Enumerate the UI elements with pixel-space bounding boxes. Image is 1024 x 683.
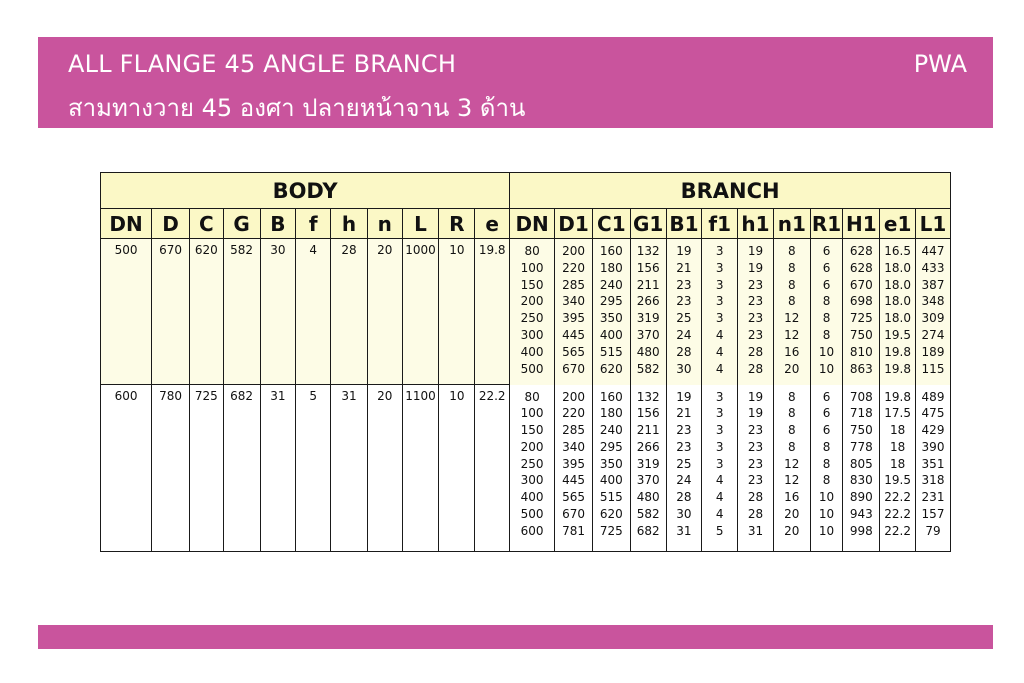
branch-value: 21	[676, 260, 692, 275]
branch-value: 19.8	[884, 361, 911, 376]
column-header-row	[101, 209, 951, 239]
branch-value: 565	[562, 344, 585, 359]
column-header-branch: B1	[666, 209, 702, 239]
branch-value: 23	[747, 423, 764, 438]
branch-value: 20	[784, 361, 800, 376]
column-header-branch: R1	[810, 209, 843, 239]
column-header-branch: G1	[630, 209, 666, 239]
body-cell: 1100	[402, 385, 439, 552]
branch-value: 25	[676, 456, 692, 471]
branch-value: 10	[818, 361, 835, 376]
column-header-branch: DN	[510, 209, 555, 239]
branch-value: 19.8	[884, 389, 911, 404]
column-header-body: D	[152, 209, 190, 239]
branch-value: 21	[676, 406, 692, 421]
branch-value: 18	[889, 439, 906, 454]
branch-value: 19	[747, 406, 764, 421]
branch-value: 3	[715, 294, 724, 309]
branch-value: 23	[676, 439, 692, 454]
branch-cell	[810, 385, 843, 552]
branch-value: 23	[747, 473, 764, 488]
body-cell: 20	[367, 385, 402, 552]
branch-value: 31	[747, 523, 764, 538]
branch-value: 620	[599, 361, 623, 376]
branch-value: 156	[636, 260, 660, 275]
branch-value: 565	[562, 490, 585, 505]
branch-value: 3	[715, 311, 724, 326]
branch-value: 6	[822, 389, 831, 404]
branch-value: 19.8	[884, 344, 911, 359]
branch-value: 22.2	[884, 507, 911, 522]
branch-value: 395	[562, 311, 585, 326]
column-header-body: R	[439, 209, 475, 239]
branch-cell	[702, 385, 738, 552]
branch-value: 8	[787, 389, 796, 404]
branch-value: 810	[849, 344, 873, 359]
branch-cell	[592, 385, 630, 552]
branch-value: 890	[849, 490, 873, 505]
table-row	[101, 239, 951, 385]
body-cell: 1000	[402, 239, 439, 385]
branch-value: 8	[822, 439, 831, 454]
branch-value: 200	[562, 389, 585, 404]
branch-value: 12	[784, 327, 800, 342]
branch-value: 12	[784, 311, 800, 326]
branch-value: 628	[849, 244, 873, 258]
branch-value: 28	[747, 344, 764, 359]
title-english: ALL FLANGE 45 ANGLE BRANCH	[68, 50, 457, 78]
branch-value: 100	[520, 260, 544, 275]
branch-cell	[773, 239, 810, 385]
branch-value: 23	[676, 277, 692, 292]
body-cell: 10	[439, 239, 475, 385]
branch-cell	[630, 385, 666, 552]
column-header-branch: e1	[880, 209, 916, 239]
branch-value: 370	[636, 327, 660, 342]
branch-value: 620	[599, 507, 623, 522]
column-header-branch: h1	[738, 209, 774, 239]
branch-value: 515	[599, 344, 623, 359]
branch-value: 351	[921, 456, 945, 471]
branch-value: 12	[784, 456, 800, 471]
body-cell: 582	[223, 239, 260, 385]
branch-value: 8	[787, 277, 796, 292]
branch-value: 31	[676, 523, 692, 538]
branch-value: 300	[520, 473, 544, 488]
branch-value: 863	[849, 361, 873, 376]
column-header-body: h	[331, 209, 368, 239]
branch-value: 3	[715, 456, 724, 471]
branch-cell	[592, 239, 630, 385]
branch-value: 8	[822, 327, 831, 342]
branch-value: 23	[747, 294, 764, 309]
branch-value: 22.2	[884, 523, 911, 538]
branch-value: 8	[822, 473, 831, 488]
branch-value: 387	[921, 277, 945, 292]
branch-value: 220	[562, 406, 585, 421]
branch-cell	[880, 239, 916, 385]
branch-value: 998	[849, 523, 873, 538]
body-cell: 620	[189, 239, 223, 385]
branch-value: 157	[921, 507, 945, 522]
branch-value: 781	[562, 523, 585, 538]
branch-value: 24	[676, 473, 692, 488]
branch-value: 18.0	[884, 294, 911, 309]
branch-cell	[916, 385, 951, 552]
branch-value: 220	[562, 260, 585, 275]
branch-value: 340	[562, 294, 585, 309]
branch-value: 725	[849, 311, 873, 326]
branch-value: 79	[925, 523, 941, 538]
body-cell: 682	[223, 385, 260, 552]
branch-value: 132	[636, 244, 660, 258]
body-cell: 28	[331, 239, 368, 385]
branch-value: 23	[747, 456, 764, 471]
branch-value: 16	[784, 490, 800, 505]
branch-value: 10	[818, 523, 835, 538]
branch-value: 8	[787, 423, 796, 438]
branch-value: 4	[715, 344, 724, 359]
branch-value: 8	[822, 311, 831, 326]
branch-value: 8	[787, 294, 796, 309]
branch-value: 3	[715, 423, 724, 438]
column-header-branch: D1	[555, 209, 593, 239]
branch-value: 480	[636, 344, 660, 359]
branch-value: 10	[818, 490, 835, 505]
branch-value: 480	[636, 490, 660, 505]
branch-value: 17.5	[884, 406, 911, 421]
branch-value: 156	[636, 406, 660, 421]
group-header-body: BODY	[101, 173, 510, 209]
branch-cell	[555, 385, 593, 552]
branch-value: 628	[849, 260, 873, 275]
branch-value: 285	[562, 277, 585, 292]
branch-value: 19.5	[884, 327, 911, 342]
footer-band	[38, 625, 993, 649]
body-cell: 780	[152, 385, 190, 552]
branch-value: 350	[599, 311, 623, 326]
branch-value: 8	[822, 456, 831, 471]
branch-value: 3	[715, 277, 724, 292]
branch-value: 18.0	[884, 260, 911, 275]
branch-value: 250	[520, 456, 544, 471]
branch-cell	[880, 385, 916, 552]
column-header-body: n	[367, 209, 402, 239]
branch-value: 23	[747, 327, 764, 342]
branch-cell	[843, 239, 880, 385]
branch-value: 180	[599, 260, 623, 275]
branch-cell	[510, 385, 555, 552]
branch-value: 3	[715, 389, 724, 404]
branch-value: 19	[747, 244, 764, 258]
branch-value: 429	[921, 423, 945, 438]
branch-value: 19.5	[884, 473, 911, 488]
branch-value: 805	[849, 456, 873, 471]
branch-value: 160	[599, 389, 623, 404]
body-cell: 4	[296, 239, 331, 385]
branch-value: 23	[747, 439, 764, 454]
branch-cell	[773, 385, 810, 552]
branch-value: 309	[921, 311, 945, 326]
branch-value: 23	[747, 311, 764, 326]
branch-cell	[738, 239, 774, 385]
body-cell: 20	[367, 239, 402, 385]
body-cell: 725	[189, 385, 223, 552]
branch-value: 750	[849, 327, 873, 342]
branch-value: 19	[676, 244, 692, 258]
branch-value: 318	[921, 473, 945, 488]
branch-value: 447	[921, 244, 945, 258]
branch-value: 718	[849, 406, 873, 421]
branch-value: 5	[715, 523, 724, 538]
column-header-branch: n1	[773, 209, 810, 239]
branch-value: 6	[822, 260, 831, 275]
body-cell: 670	[152, 239, 190, 385]
branch-value: 160	[599, 244, 623, 258]
branch-value: 515	[599, 490, 623, 505]
branch-value: 370	[636, 473, 660, 488]
branch-value: 582	[636, 507, 660, 522]
branch-value: 10	[818, 507, 835, 522]
column-header-body: f	[296, 209, 331, 239]
branch-value: 475	[921, 406, 945, 421]
branch-value: 211	[636, 423, 660, 438]
branch-value: 12	[784, 473, 800, 488]
spec-table-container	[100, 172, 951, 551]
branch-value: 23	[747, 277, 764, 292]
branch-cell	[738, 385, 774, 552]
branch-value: 778	[849, 439, 873, 454]
branch-value: 20	[784, 523, 800, 538]
body-cell: 31	[331, 385, 368, 552]
body-cell: 30	[260, 239, 296, 385]
branch-value: 4	[715, 327, 724, 342]
branch-value: 8	[787, 406, 796, 421]
column-header-branch: f1	[702, 209, 738, 239]
branch-value: 600	[520, 523, 544, 538]
branch-value: 22.2	[884, 490, 911, 505]
branch-value: 100	[520, 406, 544, 421]
branch-value: 18.0	[884, 277, 911, 292]
header-band	[38, 37, 993, 128]
brand-label: PWA	[913, 50, 967, 78]
group-header-branch: BRANCH	[510, 173, 951, 209]
branch-value: 4	[715, 490, 724, 505]
column-header-body: B	[260, 209, 296, 239]
branch-value: 30	[676, 507, 692, 522]
branch-cell	[666, 239, 702, 385]
branch-value: 18.0	[884, 311, 911, 326]
branch-value: 8	[787, 260, 796, 275]
branch-value: 18	[889, 423, 906, 438]
column-header-body: e	[475, 209, 510, 239]
branch-value: 266	[636, 294, 660, 309]
branch-value: 30	[676, 361, 692, 376]
branch-value: 200	[562, 244, 585, 258]
branch-value: 400	[599, 473, 623, 488]
column-header-body: C	[189, 209, 223, 239]
branch-value: 582	[636, 361, 660, 376]
branch-cell	[510, 239, 555, 385]
branch-value: 231	[921, 490, 945, 505]
body-cell: 600	[101, 385, 152, 552]
branch-value: 3	[715, 439, 724, 454]
branch-value: 19	[747, 389, 764, 404]
branch-value: 670	[562, 507, 585, 522]
branch-value: 28	[676, 344, 692, 359]
branch-value: 400	[599, 327, 623, 342]
branch-cell	[810, 239, 843, 385]
branch-value: 395	[562, 456, 585, 471]
branch-value: 132	[636, 389, 660, 404]
branch-value: 18	[889, 456, 906, 471]
title-thai: สามทางวาย 45 องศา ปลายหน้าจาน 3 ด้าน	[68, 94, 526, 122]
branch-value: 6	[822, 423, 831, 438]
branch-value: 28	[747, 490, 764, 505]
branch-value: 23	[676, 423, 692, 438]
branch-value: 8	[822, 294, 831, 309]
branch-value: 319	[636, 456, 660, 471]
branch-value: 23	[676, 294, 692, 309]
branch-value: 670	[849, 277, 873, 292]
branch-value: 500	[520, 361, 544, 376]
branch-value: 211	[636, 277, 660, 292]
branch-value: 708	[849, 389, 873, 404]
branch-value: 3	[715, 244, 724, 258]
branch-value: 10	[818, 344, 835, 359]
branch-value: 3	[715, 406, 724, 421]
branch-value: 295	[599, 439, 623, 454]
branch-value: 150	[520, 277, 544, 292]
branch-cell	[843, 385, 880, 552]
branch-value: 6	[822, 277, 831, 292]
branch-value: 725	[599, 523, 623, 538]
branch-value: 28	[747, 361, 764, 376]
branch-value: 189	[921, 344, 945, 359]
branch-value: 25	[676, 311, 692, 326]
branch-value: 180	[599, 406, 623, 421]
branch-value: 8	[787, 244, 796, 258]
body-cell: 10	[439, 385, 475, 552]
branch-value: 698	[849, 294, 873, 309]
branch-value: 80	[524, 389, 540, 404]
branch-value: 300	[520, 327, 544, 342]
branch-value: 445	[562, 327, 585, 342]
branch-value: 400	[520, 344, 544, 359]
column-header-branch: H1	[843, 209, 880, 239]
branch-value: 348	[921, 294, 945, 309]
branch-value: 250	[520, 311, 544, 326]
spec-table-body	[101, 239, 951, 552]
branch-cell	[702, 239, 738, 385]
branch-value: 115	[921, 361, 945, 376]
branch-value: 4	[715, 361, 724, 376]
column-header-body: G	[223, 209, 260, 239]
branch-value: 24	[676, 327, 692, 342]
column-header-body: DN	[101, 209, 152, 239]
body-cell: 19.8	[475, 239, 510, 385]
body-cell: 22.2	[475, 385, 510, 552]
branch-value: 319	[636, 311, 660, 326]
branch-value: 4	[715, 473, 724, 488]
branch-value: 670	[562, 361, 585, 376]
branch-cell	[555, 239, 593, 385]
branch-value: 350	[599, 456, 623, 471]
branch-value: 682	[636, 523, 660, 538]
body-cell: 5	[296, 385, 331, 552]
branch-value: 445	[562, 473, 585, 488]
branch-value: 20	[784, 507, 800, 522]
table-row	[101, 385, 951, 552]
column-header-body: L	[402, 209, 439, 239]
branch-value: 28	[747, 507, 764, 522]
branch-value: 240	[599, 423, 623, 438]
branch-value: 19	[676, 389, 692, 404]
branch-value: 28	[676, 490, 692, 505]
branch-value: 285	[562, 423, 585, 438]
body-cell: 31	[260, 385, 296, 552]
branch-value: 266	[636, 439, 660, 454]
branch-value: 16.5	[884, 244, 911, 258]
branch-value: 4	[715, 507, 724, 522]
branch-value: 200	[520, 294, 544, 309]
branch-value: 340	[562, 439, 585, 454]
branch-value: 8	[787, 439, 796, 454]
branch-value: 16	[784, 344, 800, 359]
branch-cell	[666, 385, 702, 552]
branch-value: 390	[921, 439, 945, 454]
column-header-branch: C1	[592, 209, 630, 239]
branch-cell	[630, 239, 666, 385]
branch-value: 19	[747, 260, 764, 275]
branch-value: 750	[849, 423, 873, 438]
branch-cell	[916, 239, 951, 385]
branch-value: 150	[520, 423, 544, 438]
branch-value: 500	[520, 507, 544, 522]
column-header-branch: L1	[916, 209, 951, 239]
branch-value: 6	[822, 406, 831, 421]
branch-value: 830	[849, 473, 873, 488]
branch-value: 433	[921, 260, 945, 275]
body-cell: 500	[101, 239, 152, 385]
branch-value: 295	[599, 294, 623, 309]
branch-value: 489	[921, 389, 945, 404]
branch-value: 3	[715, 260, 724, 275]
branch-value: 6	[822, 244, 831, 258]
spec-table	[100, 172, 951, 552]
branch-value: 80	[524, 244, 540, 258]
branch-value: 400	[520, 490, 544, 505]
branch-value: 200	[520, 439, 544, 454]
branch-value: 240	[599, 277, 623, 292]
branch-value: 943	[849, 507, 873, 522]
branch-value: 274	[921, 327, 945, 342]
